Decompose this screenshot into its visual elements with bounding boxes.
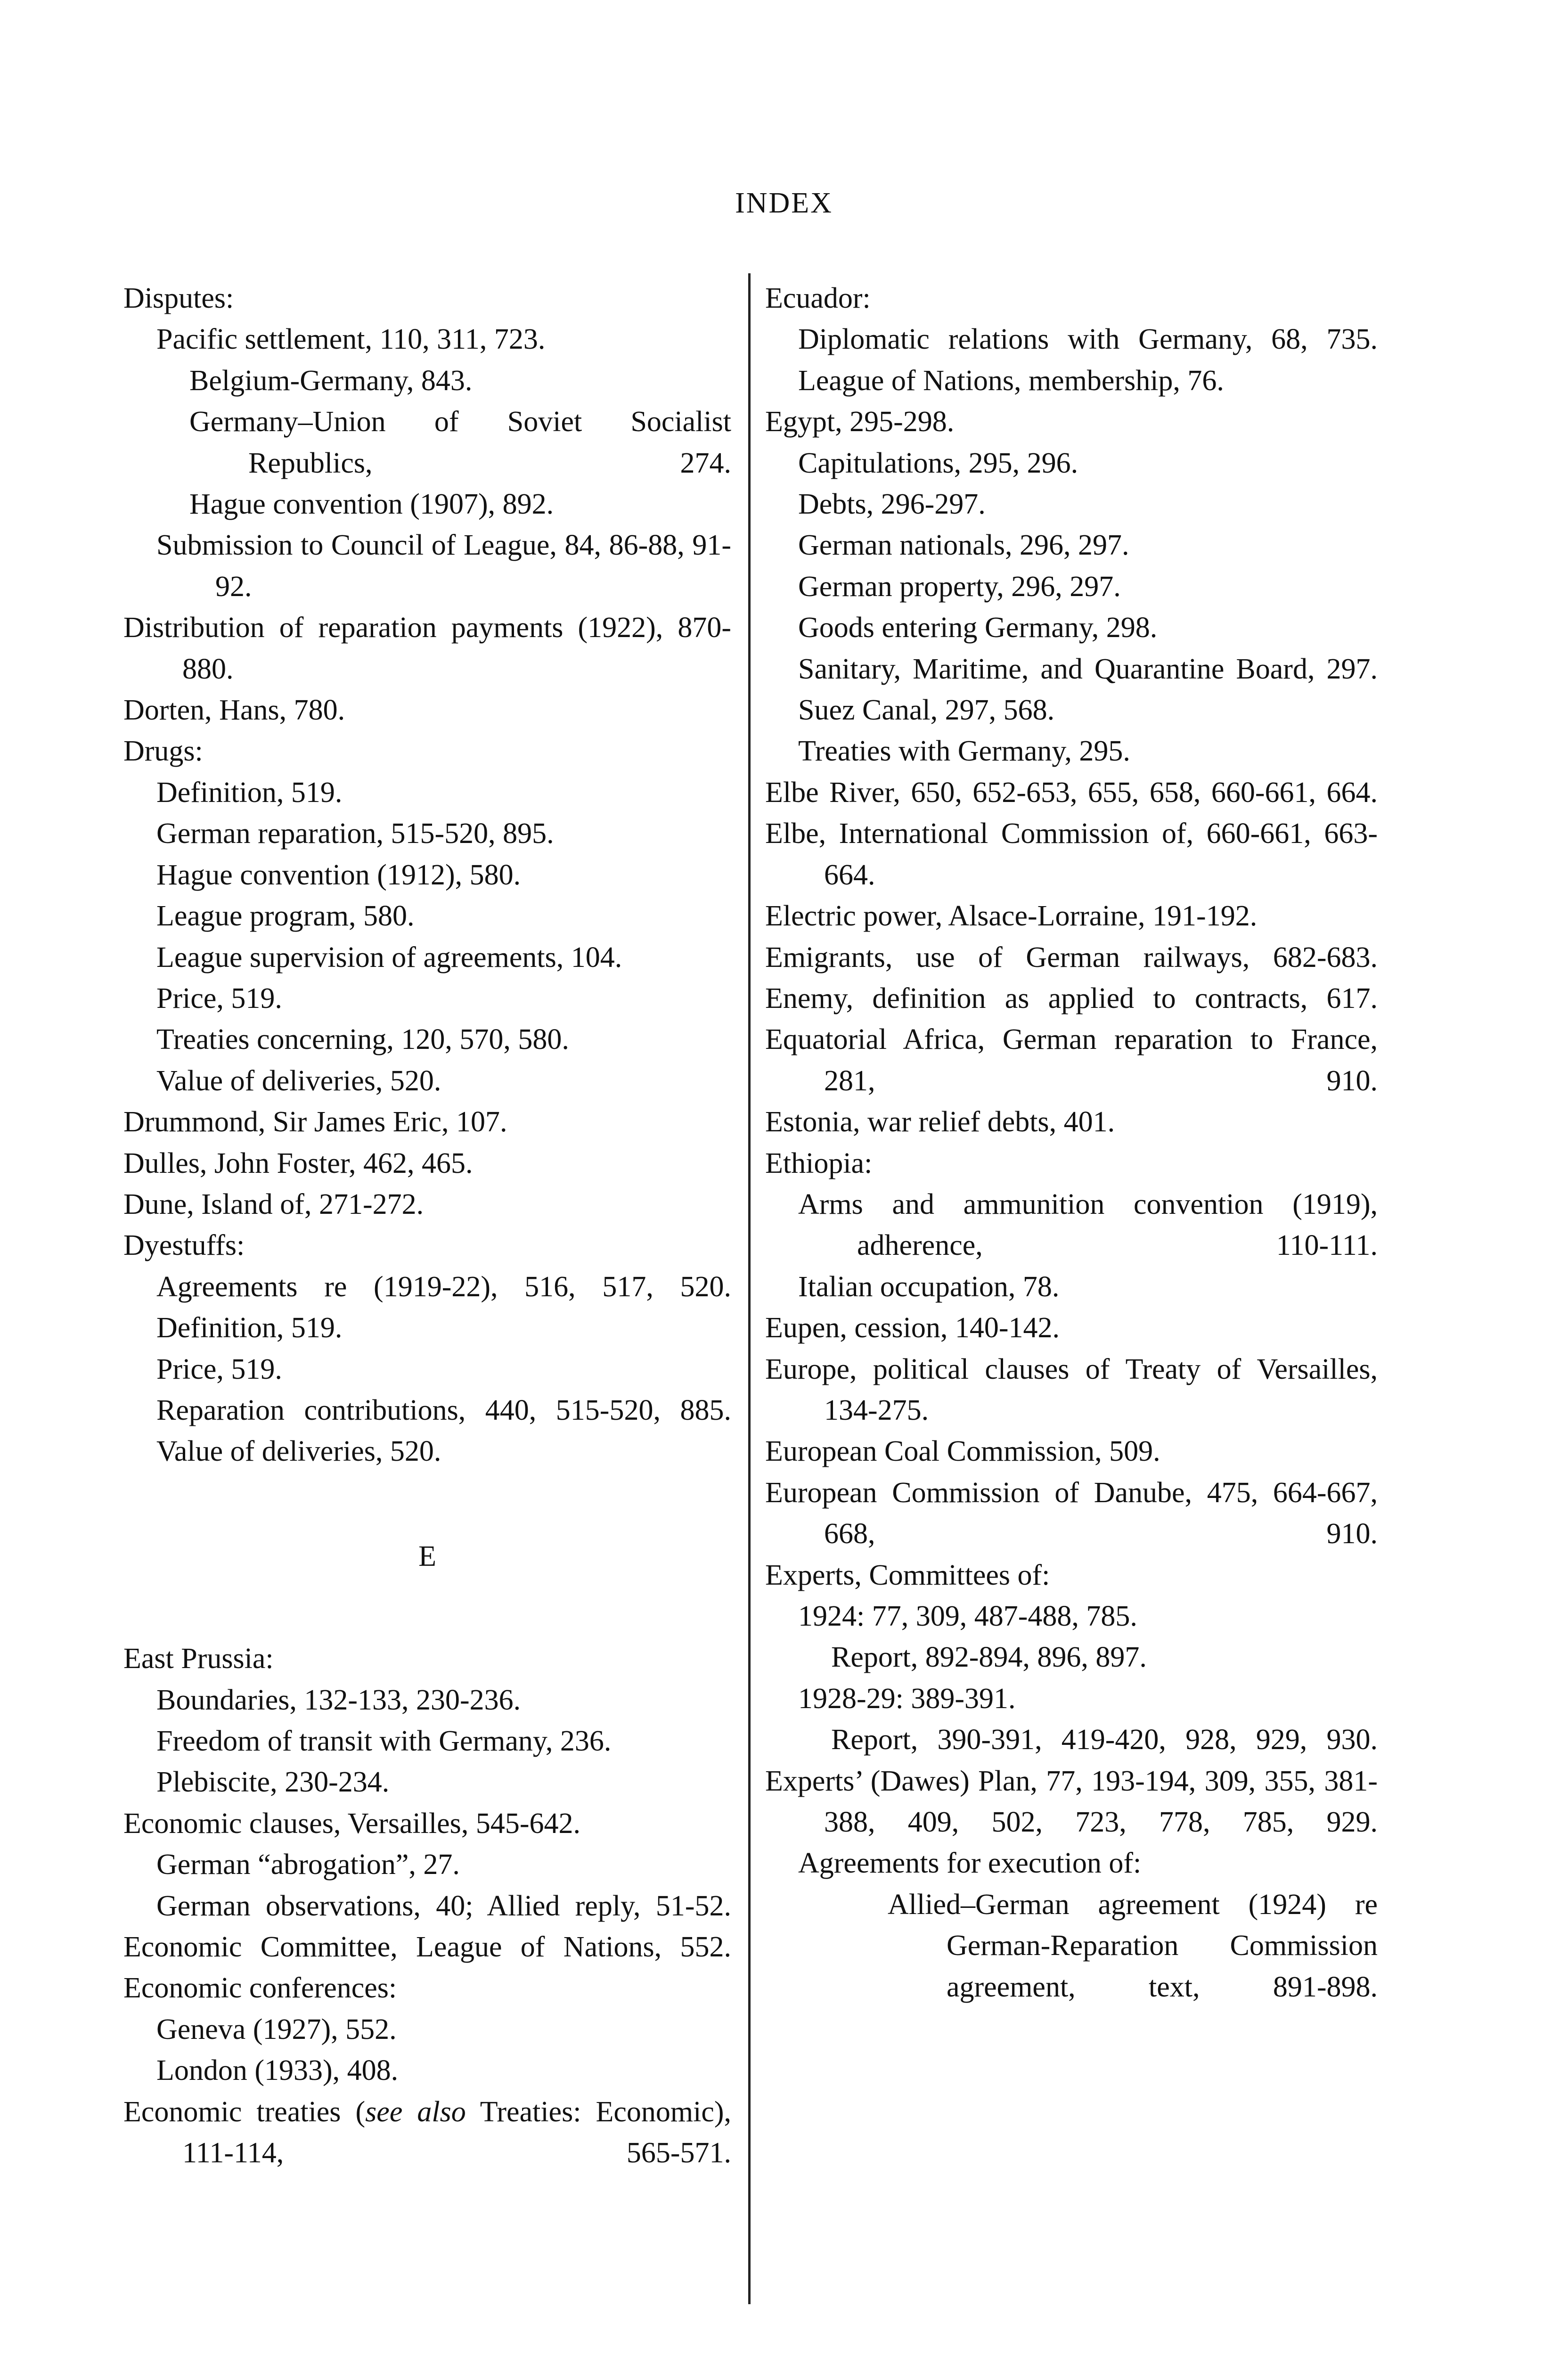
index-entry: German nationals, 296, 297. — [798, 529, 1129, 562]
index-entry: Boundaries, 132-133, 230-236. — [156, 1684, 521, 1716]
index-entry: Drummond, Sir James Eric, 107. — [123, 1106, 507, 1138]
index-entry: Economic conferences: — [123, 1972, 397, 2004]
index-entry: League supervision of agreements, 104. — [156, 941, 622, 973]
index-entry: Arms and ammunition convention (1919), adherence, 110-111. — [798, 1188, 1378, 1262]
index-entry: Elbe, International Commission of, 660-661, 663-664. — [765, 818, 1378, 891]
index-entry: Agreements for execution of: — [798, 1847, 1142, 1880]
index-entry: Reparation contributions, 440, 515-520, 885. — [156, 1394, 731, 1426]
index-entry: Experts, Committees of: — [765, 1559, 1050, 1591]
index-entry: Submission to Council of League, 84, 86-88, 91-92. — [156, 529, 731, 603]
section-letter: E — [418, 1540, 436, 1572]
index-entry: European Coal Commission, 509. — [765, 1435, 1160, 1468]
index-entry: Emigrants, use of German railways, 682-683. — [765, 941, 1378, 973]
index-entry: Pacific settlement, 110, 311, 723. — [156, 323, 546, 356]
index-entry: Enemy, definition as applied to contracts, 617. — [765, 982, 1378, 1014]
entries-e-right — [765, 278, 1378, 2008]
index-entry: Treaties concerning, 120, 570, 580. — [156, 1023, 569, 1056]
index-entry: Ethiopia: — [765, 1147, 873, 1179]
index-entry: London (1933), 408. — [156, 2054, 399, 2087]
index-entry: Dorten, Hans, 780. — [123, 694, 345, 727]
index-entry: Freedom of transit with Germany, 236. — [156, 1725, 612, 1757]
index-column-right — [765, 278, 1378, 2008]
index-entry: Distribution of reparation payments (1922), 870-880. — [123, 612, 731, 685]
index-entry: Agreements re (1919-22), 516, 517, 520. — [156, 1270, 731, 1303]
index-entry: Diplomatic relations with Germany, 68, 735. — [798, 323, 1378, 356]
index-entry: Dune, Island of, 271-272. — [123, 1188, 424, 1220]
index-entry: Hague convention (1912), 580. — [156, 859, 521, 891]
index-entry: Dyestuffs: — [123, 1229, 245, 1262]
index-column-left — [123, 278, 731, 2174]
index-entry: German property, 296, 297. — [798, 570, 1121, 603]
index-entry: Geneva (1927), 552. — [156, 2013, 397, 2045]
index-entry: Dulles, John Foster, 462, 465. — [123, 1147, 473, 1179]
index-entry: German observations, 40; Allied reply, 51-52. — [156, 1890, 731, 1922]
index-entry: Definition, 519. — [156, 1312, 343, 1344]
index-entry: Equatorial Africa, German reparation to France, 281, 910. — [765, 1023, 1378, 1097]
index-entry: Economic treaties (see also Treaties: Economic), 111-114, 565-571. — [123, 2095, 731, 2169]
index-entry: Value of deliveries, 520. — [156, 1435, 441, 1468]
index-entry: Europe, political clauses of Treaty of Versailles, 134-275. — [765, 1353, 1378, 1426]
index-entry: Ecuador: — [765, 282, 871, 314]
index-entry: Price, 519. — [156, 982, 282, 1014]
index-entry: Capitulations, 295, 296. — [798, 447, 1078, 479]
page-title: INDEX — [735, 187, 833, 219]
index-entry: Italian occupation, 78. — [798, 1270, 1060, 1303]
index-entry: League program, 580. — [156, 900, 415, 933]
index-entry: 1924: 77, 309, 487-488, 785. — [798, 1600, 1137, 1632]
index-entry: Drugs: — [123, 735, 203, 768]
index-entry: Treaties with Germany, 295. — [798, 735, 1130, 768]
index-entry: Economic Committee, League of Nations, 552. — [123, 1931, 731, 1963]
index-entry: German reparation, 515-520, 895. — [156, 818, 554, 850]
index-entry: Sanitary, Maritime, and Quarantine Board, 297. — [798, 653, 1378, 685]
index-entry: Goods entering Germany, 298. — [798, 612, 1158, 644]
index-entry: Economic clauses, Versailles, 545-642. — [123, 1807, 580, 1840]
index-entry: Estonia, war relief debts, 401. — [765, 1106, 1115, 1138]
index-entry: Egypt, 295-298. — [765, 406, 955, 438]
index-entry: Electric power, Alsace-Lorraine, 191-192. — [765, 900, 1258, 933]
entries-e-left — [123, 1638, 731, 2174]
index-entry: Price, 519. — [156, 1353, 282, 1385]
index-entry: Elbe River, 650, 652-653, 655, 658, 660-661, 664. — [765, 776, 1378, 809]
index-entry: Hague convention (1907), 892. — [189, 488, 554, 521]
index-entry: Value of deliveries, 520. — [156, 1064, 441, 1097]
index-entry: Suez Canal, 297, 568. — [798, 694, 1055, 727]
index-entry: Report, 892-894, 896, 897. — [831, 1641, 1147, 1674]
index-entry: Belgium-Germany, 843. — [189, 364, 473, 397]
index-entry: 1928-29: 389-391. — [798, 1682, 1016, 1715]
index-entry: Germany–Union of Soviet Socialist Republics, 274. — [189, 406, 731, 479]
index-entry: Definition, 519. — [156, 776, 343, 809]
column-divider — [748, 273, 751, 2304]
index-entry: Eupen, cession, 140-142. — [765, 1312, 1060, 1344]
index-entry: East Prussia: — [123, 1643, 274, 1675]
index-entry: German “abrogation”, 27. — [156, 1849, 460, 1881]
index-entry: League of Nations, membership, 76. — [798, 364, 1224, 397]
index-entry: European Commission of Danube, 475, 664-667, 668, 910. — [765, 1476, 1378, 1550]
index-entry: Experts’ (Dawes) Plan, 77, 193-194, 309, 355, 381-388, 409, 502, 723, 778, 785, 929. — [765, 1765, 1378, 1839]
index-entry: Plebiscite, 230-234. — [156, 1766, 390, 1799]
index-entry: Debts, 296-297. — [798, 488, 986, 521]
index-entry: Disputes: — [123, 282, 234, 314]
index-entry: Allied–German agreement (1924) re German-Reparation Commission agreement, text, 891-898. — [888, 1888, 1378, 2003]
index-entry: Report, 390-391, 419-420, 928, 929, 930. — [831, 1724, 1378, 1756]
entries-d — [123, 278, 731, 1472]
